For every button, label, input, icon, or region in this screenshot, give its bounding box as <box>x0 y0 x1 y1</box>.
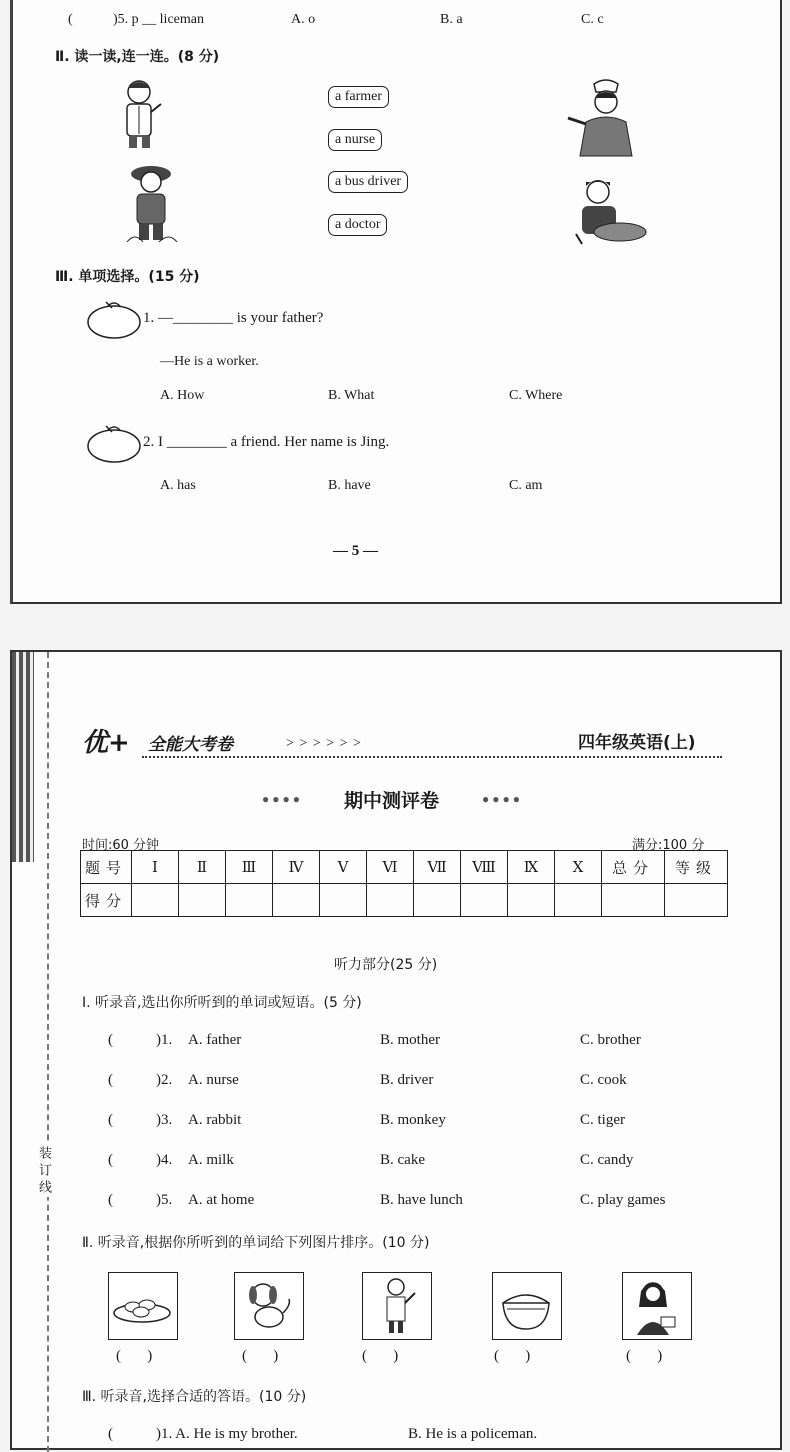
answer-paren: ( ) <box>626 1348 663 1364</box>
option-b: B. cake <box>380 1152 425 1168</box>
table-header-cell: Ⅸ <box>508 851 555 884</box>
rice-bowl-icon <box>493 1273 560 1338</box>
binding-label: 装 订 线 <box>34 1142 53 1197</box>
score-cell[interactable] <box>320 884 367 917</box>
word-box-farmer: a farmer <box>328 86 389 108</box>
exam-page-5 <box>10 0 782 604</box>
score-cell[interactable] <box>414 884 461 917</box>
option-c: C. play games <box>580 1192 666 1208</box>
item-number: )3. <box>156 1112 173 1128</box>
list-item: ( <box>108 1426 113 1442</box>
option-a: A. nurse <box>188 1072 239 1088</box>
picture-teacher <box>622 1272 692 1340</box>
option-c: C. tiger <box>580 1112 625 1128</box>
picture-doctor <box>362 1272 432 1340</box>
nurse-illustration <box>566 78 646 162</box>
arrow-decoration: > > > > > > <box>286 736 362 751</box>
answer-paren: ( ) <box>242 1348 279 1364</box>
q2-stem: 2. I ________ a friend. Her name is Jing. <box>143 434 390 450</box>
apple-icon <box>86 298 142 340</box>
option-b: B. driver <box>380 1072 434 1088</box>
picture-dumplings <box>108 1272 178 1340</box>
q5-option-c: C. c <box>581 12 604 27</box>
q1-stem: 1. —________ is your father? <box>143 310 324 326</box>
listening-section-3-title: Ⅲ. 听录音,选择合适的答语。(10 分) <box>82 1389 307 1405</box>
table-row <box>81 851 728 884</box>
item-number: )5. <box>156 1192 173 1208</box>
q2-option-a: A. has <box>160 478 196 493</box>
table-header-cell: 题号 <box>81 851 132 884</box>
word-box-doctor: a doctor <box>328 214 387 236</box>
list-item: ( <box>108 1072 113 1088</box>
binding-dashed-line <box>47 652 49 1452</box>
score-cell[interactable] <box>665 884 728 917</box>
q5-option-a: A. o <box>291 12 316 27</box>
table-header-cell: Ⅰ <box>132 851 179 884</box>
table-header-cell: Ⅳ <box>273 851 320 884</box>
table-header-cell: Ⅷ <box>461 851 508 884</box>
score-cell[interactable] <box>555 884 602 917</box>
item-number: )2. <box>156 1072 173 1088</box>
table-header-cell: Ⅶ <box>414 851 461 884</box>
q1-option-b: B. What <box>328 388 375 403</box>
score-cell[interactable] <box>461 884 508 917</box>
table-header-cell: Ⅲ <box>226 851 273 884</box>
option-a: A. at home <box>188 1192 255 1208</box>
q1-option-a: A. How <box>160 388 205 403</box>
q2-option-b: B. have <box>328 478 371 493</box>
list-item: ( <box>108 1032 113 1048</box>
q5-paren: ( <box>68 12 73 27</box>
binding-strip <box>12 652 34 862</box>
picture-dog <box>234 1272 304 1340</box>
word-box-bus-driver: a bus driver <box>328 171 408 193</box>
table-row <box>81 884 728 917</box>
list-item: ( <box>108 1192 113 1208</box>
grade-subject-title: 四年级英语(上) <box>578 733 696 753</box>
option-b: B. mother <box>380 1032 440 1048</box>
table-header-cell: 等级 <box>665 851 728 884</box>
time-label: 时间:60 分钟 <box>82 838 160 853</box>
score-cell[interactable] <box>132 884 179 917</box>
answer-paren: ( ) <box>116 1348 153 1364</box>
dumplings-icon <box>109 1273 176 1338</box>
option-a: A. rabbit <box>188 1112 242 1128</box>
listening-part-title: 听力部分(25 分) <box>334 957 438 973</box>
section-3-q1: )1. A. He is my brother. <box>156 1426 298 1442</box>
score-cell[interactable] <box>508 884 555 917</box>
score-cell[interactable] <box>226 884 273 917</box>
option-b: B. have lunch <box>380 1192 463 1208</box>
bus-driver-illustration <box>568 174 648 248</box>
table-header-cell: Ⅱ <box>179 851 226 884</box>
picture-rice <box>492 1272 562 1340</box>
brand-logo: 优+ <box>82 728 130 758</box>
header-rule <box>142 756 722 758</box>
listening-section-1-title: Ⅰ. 听录音,选出你所听到的单词或短语。(5 分) <box>82 995 362 1011</box>
answer-paren: ( ) <box>362 1348 399 1364</box>
doctor-illustration <box>115 76 165 150</box>
word-box-nurse: a nurse <box>328 129 382 151</box>
option-c: C. candy <box>580 1152 634 1168</box>
item-number: )4. <box>156 1152 173 1168</box>
answer-paren: ( ) <box>494 1348 531 1364</box>
doctor-icon <box>363 1273 430 1338</box>
score-cell[interactable] <box>367 884 414 917</box>
q5-text: )5. p __ liceman <box>113 12 204 27</box>
option-b: B. monkey <box>380 1112 446 1128</box>
list-item: ( <box>108 1112 113 1128</box>
listening-section-2-title: Ⅱ. 听录音,根据你所听到的单词给下列图片排序。(10 分) <box>82 1235 430 1251</box>
score-cell[interactable] <box>179 884 226 917</box>
exam-title: 期中测评卷 <box>344 790 440 812</box>
teacher-icon <box>623 1273 690 1338</box>
score-cell[interactable] <box>273 884 320 917</box>
score-cell[interactable] <box>602 884 665 917</box>
score-row-label: 得分 <box>81 884 132 917</box>
brand-name: 全能大考卷 <box>148 735 233 755</box>
section-3-q1-option-b: B. He is a policeman. <box>408 1426 538 1442</box>
section-3-title: Ⅲ. 单项选择。(15 分) <box>55 269 200 285</box>
apple-icon <box>86 422 142 464</box>
q1-answer-line: —He is a worker. <box>160 354 259 369</box>
section-2-title: Ⅱ. 读一读,连一连。(8 分) <box>55 49 220 65</box>
farmer-illustration <box>123 162 183 248</box>
score-table <box>80 850 728 917</box>
title-dots-left: ● ● ● ● <box>262 792 300 806</box>
dog-icon <box>235 1273 302 1338</box>
full-score-label: 满分:100 分 <box>632 838 705 853</box>
exam-page-midterm <box>10 650 782 1450</box>
list-item: ( <box>108 1152 113 1168</box>
table-header-cell: Ⅵ <box>367 851 414 884</box>
q2-option-c: C. am <box>509 478 543 493</box>
title-dots-right: ● ● ● ● <box>482 792 520 806</box>
table-header-cell: Ⅹ <box>555 851 602 884</box>
q5-option-b: B. a <box>440 12 463 27</box>
option-a: A. father <box>188 1032 242 1048</box>
page-number: — 5 — <box>333 543 378 559</box>
item-number: )1. <box>156 1032 173 1048</box>
q1-option-c: C. Where <box>509 388 563 403</box>
option-a: A. milk <box>188 1152 234 1168</box>
table-header-cell: 总分 <box>602 851 665 884</box>
option-c: C. brother <box>580 1032 641 1048</box>
option-c: C. cook <box>580 1072 627 1088</box>
table-header-cell: Ⅴ <box>320 851 367 884</box>
